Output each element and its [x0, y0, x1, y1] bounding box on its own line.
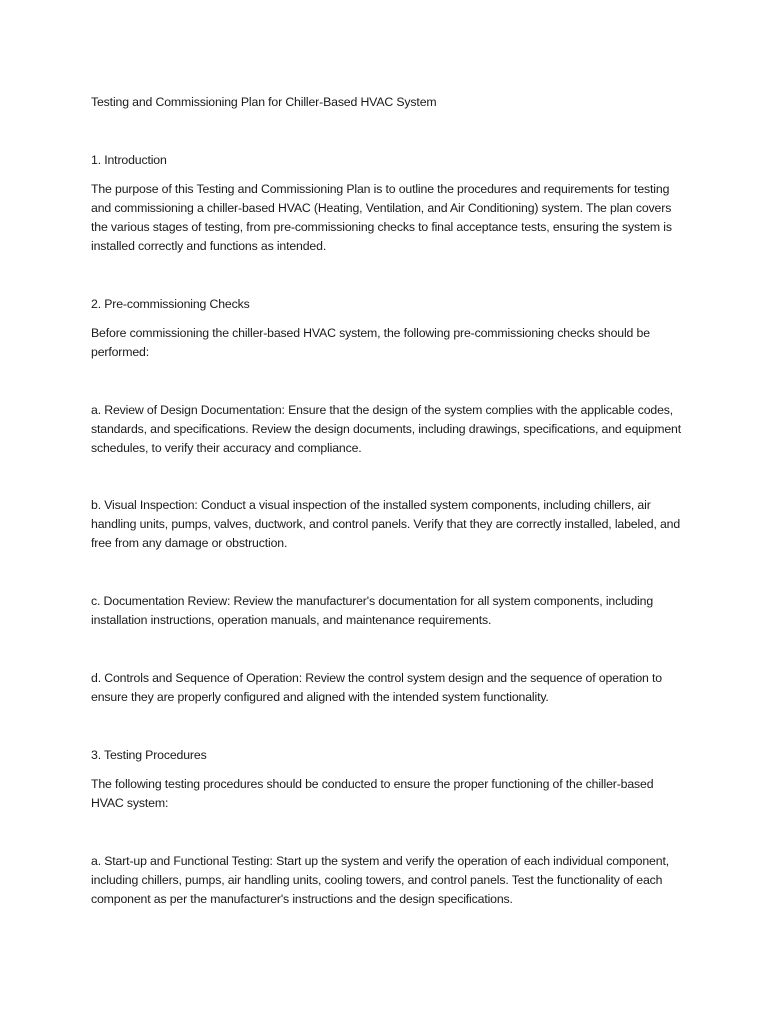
- list-item-controls-sequence: [91, 669, 681, 707]
- paragraph-text: b. Visual Inspection: Conduct a visual inspection of the installed system components, including chillers, air handling units, pumps, valves, ductwork, and control panels. Verify that they are correctly installed, labeled, and free from any damage or obstruction.: [91, 498, 681, 550]
- document-title: Testing and Commissioning Plan for Chiller-Based HVAC System: [91, 95, 437, 109]
- section-heading-pre-commissioning: 2. Pre-commissioning Checks: [91, 297, 250, 311]
- introduction-paragraph: [91, 180, 681, 256]
- section-heading-introduction: 1. Introduction: [91, 153, 167, 167]
- paragraph-text: a. Review of Design Documentation: Ensure that the design of the system complies with the applicable codes, standards, and specifications. Review the design documents, including drawings, specifications, and equipment schedules, to verify their accuracy and compliance.: [91, 403, 681, 455]
- paragraph-text: The purpose of this Testing and Commissioning Plan is to outline the procedures and requirements for testing and commissioning a chiller-based HVAC (Heating, Ventilation, and Air Conditioning) system. The plan covers the various stages of testing, from pre-commissioning checks to final acceptance tests, ensuring the system is installed correctly and functions as intended.: [91, 182, 672, 253]
- paragraph-text: c. Documentation Review: Review the manufacturer's documentation for all system components, including installation instructions, operation manuals, and maintenance requirements.: [91, 594, 654, 627]
- testing-procedures-intro-paragraph: [91, 775, 681, 813]
- paragraph-text: d. Controls and Sequence of Operation: Review the control system design and the sequence of operation to ensure they are properly configured and aligned with the intended system functionality.: [91, 671, 662, 704]
- paragraph-text: Before commissioning the chiller-based HVAC system, the following pre-commissioning checks should be performed:: [91, 326, 650, 359]
- pre-commissioning-intro-paragraph: [91, 324, 681, 362]
- list-item-documentation-review: [91, 592, 681, 630]
- list-item-design-documentation: [91, 401, 681, 458]
- list-item-startup-functional-testing: [91, 852, 681, 909]
- paragraph-text: The following testing procedures should be conducted to ensure the proper functioning of the chiller-based HVAC system:: [91, 777, 654, 810]
- section-heading-testing-procedures: 3. Testing Procedures: [91, 748, 207, 762]
- list-item-visual-inspection: [91, 496, 681, 553]
- paragraph-text: a. Start-up and Functional Testing: Start up the system and verify the operation of each individual component, including chillers, pumps, air handling units, cooling towers, and control panels. Test the functionality of each component as per the manufacturer's instructions and the design specifications.: [91, 854, 669, 906]
